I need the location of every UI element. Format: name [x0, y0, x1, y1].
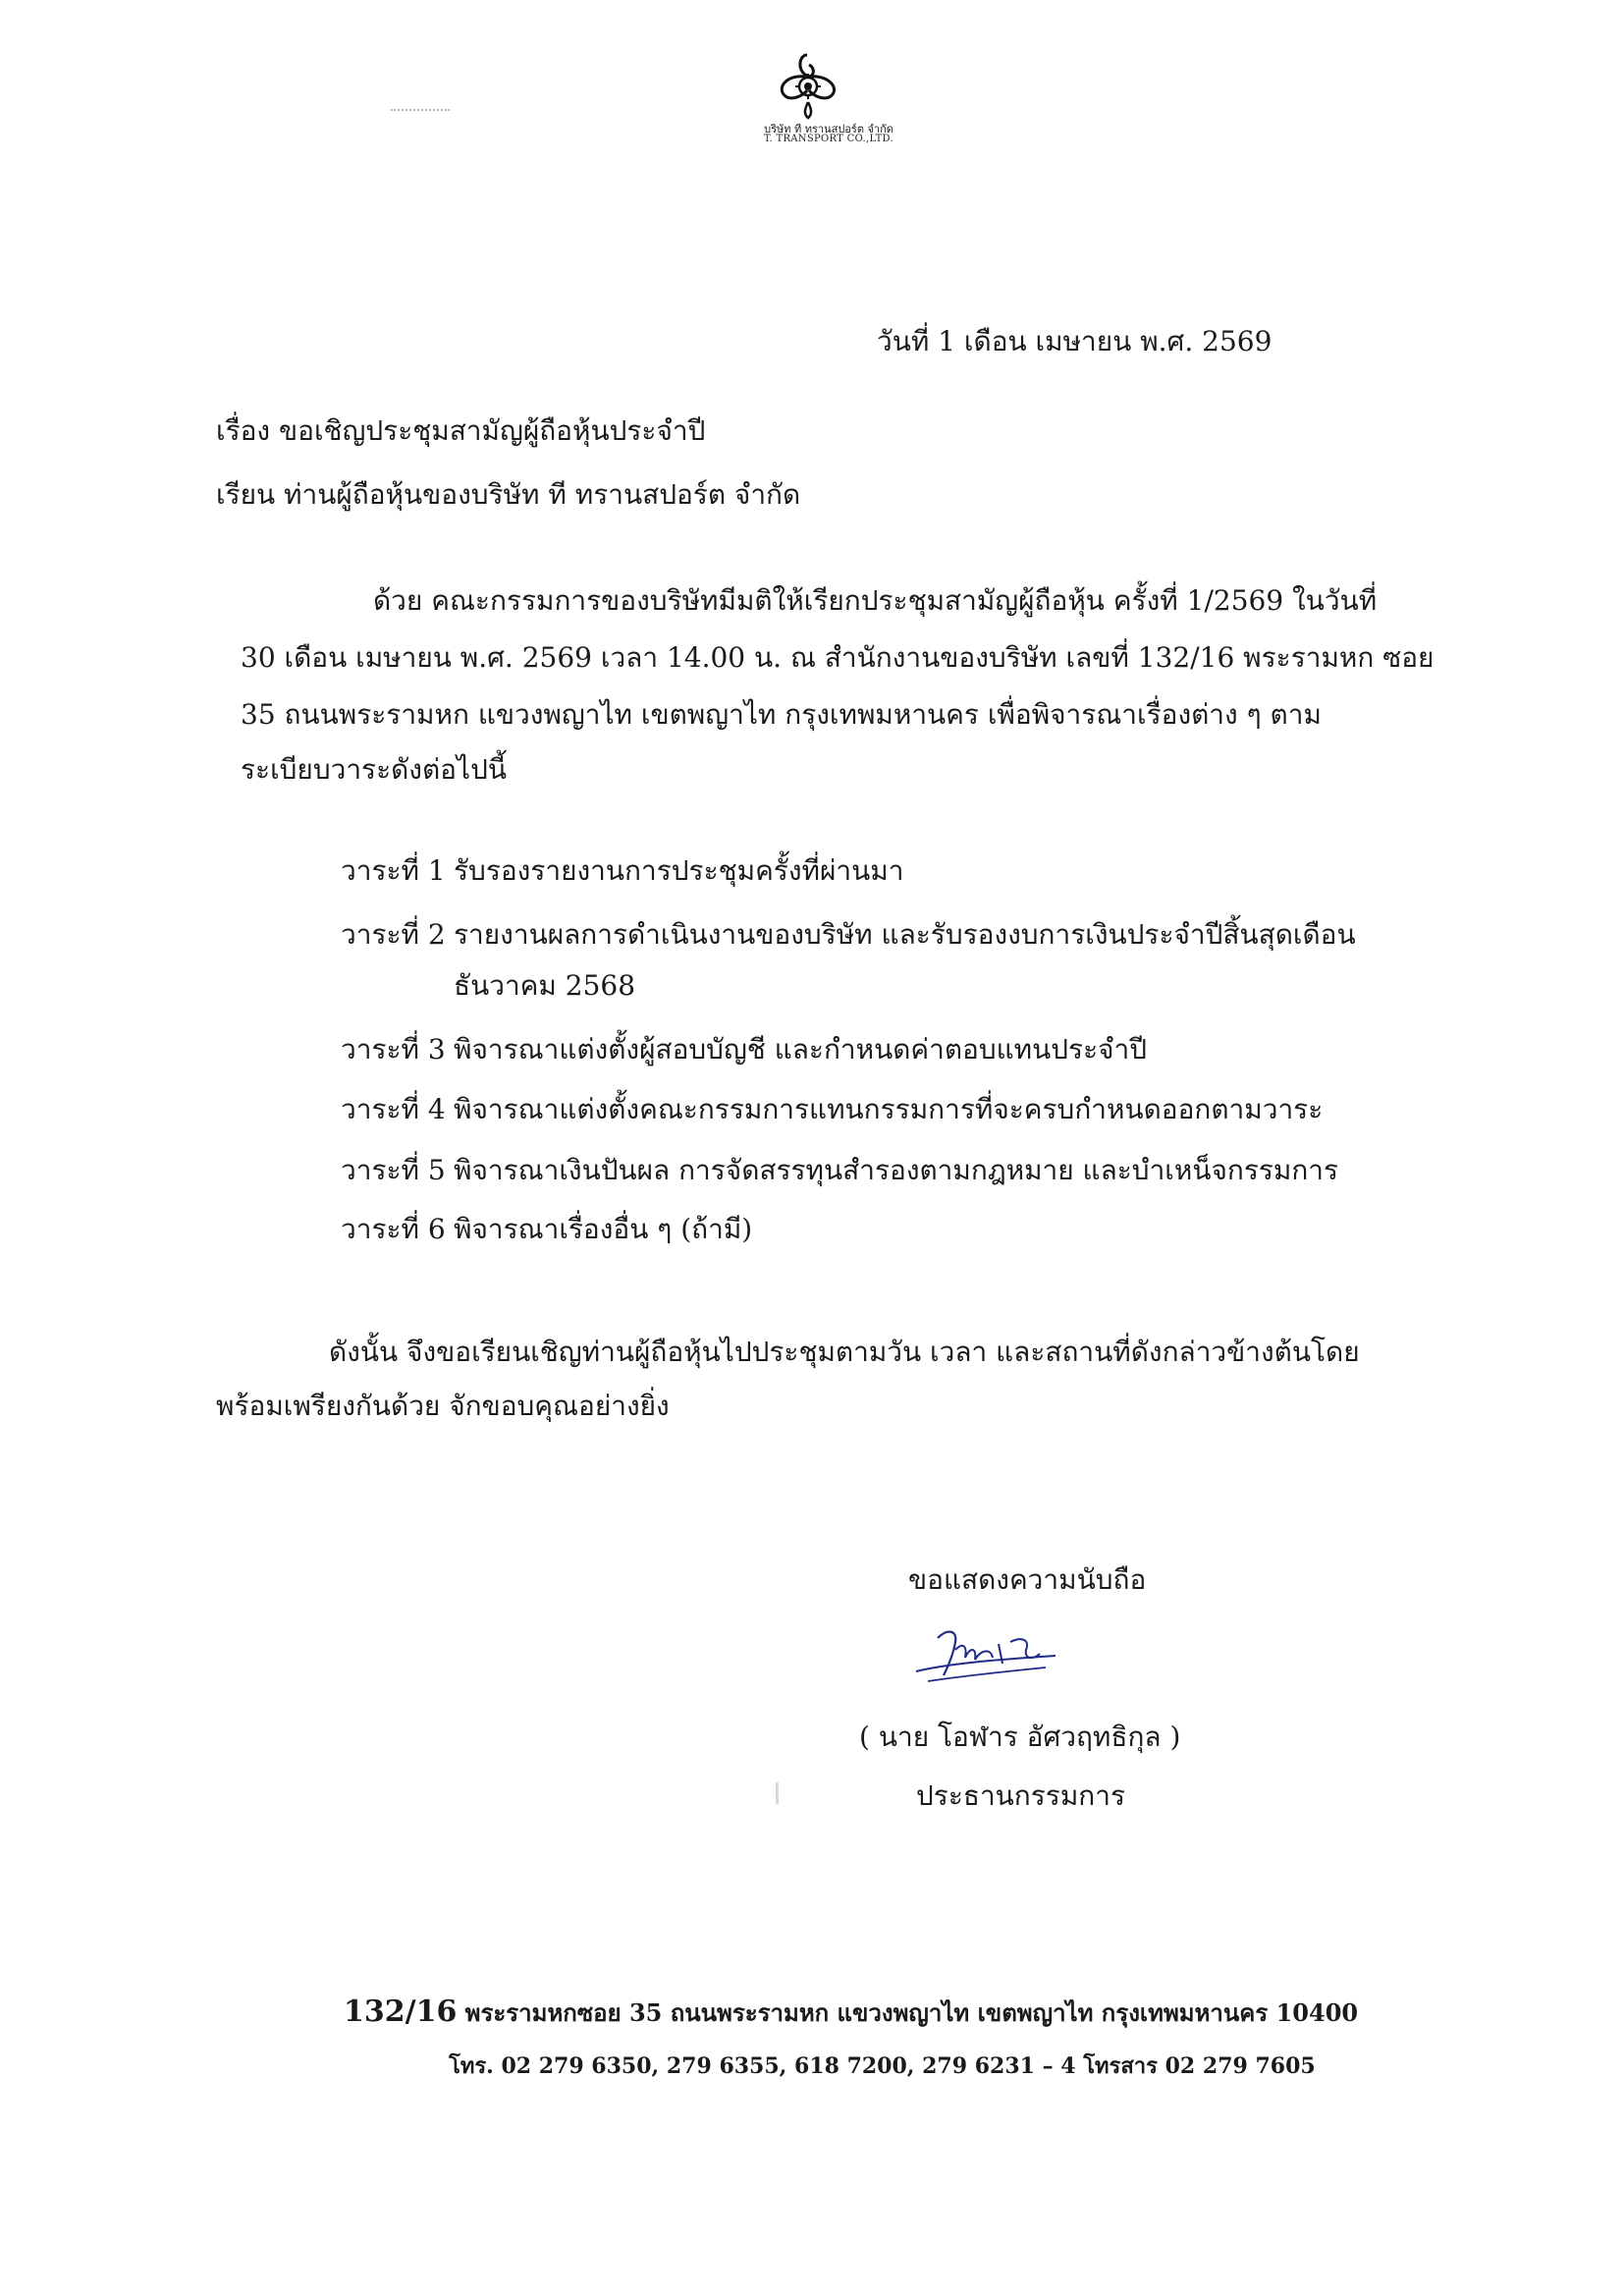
- agenda-text: รับรองรายงานการประชุมครั้งที่ผ่านมา: [454, 854, 904, 887]
- agenda-text: พิจารณาแต่งตั้งคณะกรรมการแทนกรรมการที่จะครบกำหนดออกตามวาระ: [454, 1093, 1324, 1125]
- intro-line: 30 เดือน เมษายน พ.ศ. 2569 เวลา 14.00 น. ณ สำนักงานของบริษัท เลขที่ 132/16 พระรามหก ซอย: [241, 641, 1435, 674]
- scan-artifact: [391, 109, 450, 111]
- intro-line: 35 ถนนพระรามหก แขวงพญาไท เขตพญาไท กรุงเทพมหานคร เพื่อพิจารณาเรื่องต่าง ๆ ตาม: [241, 698, 1322, 731]
- conclusion-line: พร้อมเพรียงกันด้วย จักขอบคุณอย่างยิ่ง: [216, 1390, 670, 1422]
- letter-recipient: เรียน ท่านผู้ถือหุ้นของบริษัท ที ทรานสปอร์ต จำกัด: [216, 478, 801, 511]
- footer-address: [344, 1994, 1358, 2032]
- agenda-label: วาระที่ 4: [341, 1093, 446, 1125]
- agenda-label: วาระที่ 3: [341, 1033, 446, 1066]
- company-logo-emblem-icon: [748, 47, 925, 126]
- footer-address-number: 132/16: [344, 1995, 458, 2029]
- closing-salutation: ขอแสดงความนับถือ: [908, 1563, 1147, 1596]
- agenda-text: พิจารณาเรื่องอื่น ๆ (ถ้ามี): [454, 1213, 753, 1245]
- agenda-text: รายงานผลการดำเนินงานของบริษัท และรับรองงบการเงินประจำปีสิ้นสุดเดือน: [454, 918, 1356, 951]
- signatory-title: ประธานกรรมการ: [916, 1779, 1126, 1812]
- agenda-label: วาระที่ 1: [341, 854, 446, 887]
- intro-line: ด้วย คณะกรรมการของบริษัทมีมติให้เรียกประชุมสามัญผู้ถือหุ้น ครั้งที่ 1/2569 ในวันที่: [373, 584, 1378, 617]
- footer-phones: โทร. 02 279 6350, 279 6355, 618 7200, 279 6231 – 4 โทรสาร 02 279 7605: [449, 2053, 1316, 2079]
- handwritten-signature: [908, 1620, 1080, 1694]
- intro-line: ระเบียบวาระดังต่อไปนี้: [241, 753, 507, 786]
- signatory-name: ( นาย โอฬาร อัศวฤทธิกุล ): [859, 1721, 1181, 1753]
- agenda-label: วาระที่ 2: [341, 918, 446, 951]
- letter-date: วันที่ 1 เดือน เมษายน พ.ศ. 2569: [877, 325, 1272, 357]
- agenda-label: วาระที่ 6: [341, 1213, 446, 1245]
- scan-artifact: [776, 1782, 779, 1804]
- agenda-text: ธันวาคม 2568: [454, 969, 636, 1002]
- logo-caption-thai: บริษัท ที ทรานสปอร์ต จำกัด: [764, 123, 893, 136]
- agenda-text: พิจารณาแต่งตั้งผู้สอบบัญชี และกำหนดค่าตอบแทนประจำปี: [454, 1033, 1148, 1066]
- letter-subject: เรื่อง ขอเชิญประชุมสามัญผู้ถือหุ้นประจำปี: [216, 414, 706, 447]
- agenda-label: วาระที่ 5: [341, 1154, 446, 1186]
- agenda-text: พิจารณาเงินปันผล การจัดสรรทุนสำรองตามกฎหมาย และบำเหน็จกรรมการ: [454, 1154, 1339, 1186]
- logo-caption-english: T. TRANSPORT CO.,LTD.: [764, 134, 893, 144]
- conclusion-line: ดังนั้น จึงขอเรียนเชิญท่านผู้ถือหุ้นไปประชุมตามวัน เวลา และสถานที่ดังกล่าวข้างต้นโดย: [329, 1336, 1360, 1368]
- footer-address-text: พระรามหกซอย 35 ถนนพระรามหก แขวงพญาไท เขตพญาไท กรุงเทพมหานคร 10400: [457, 1998, 1359, 2027]
